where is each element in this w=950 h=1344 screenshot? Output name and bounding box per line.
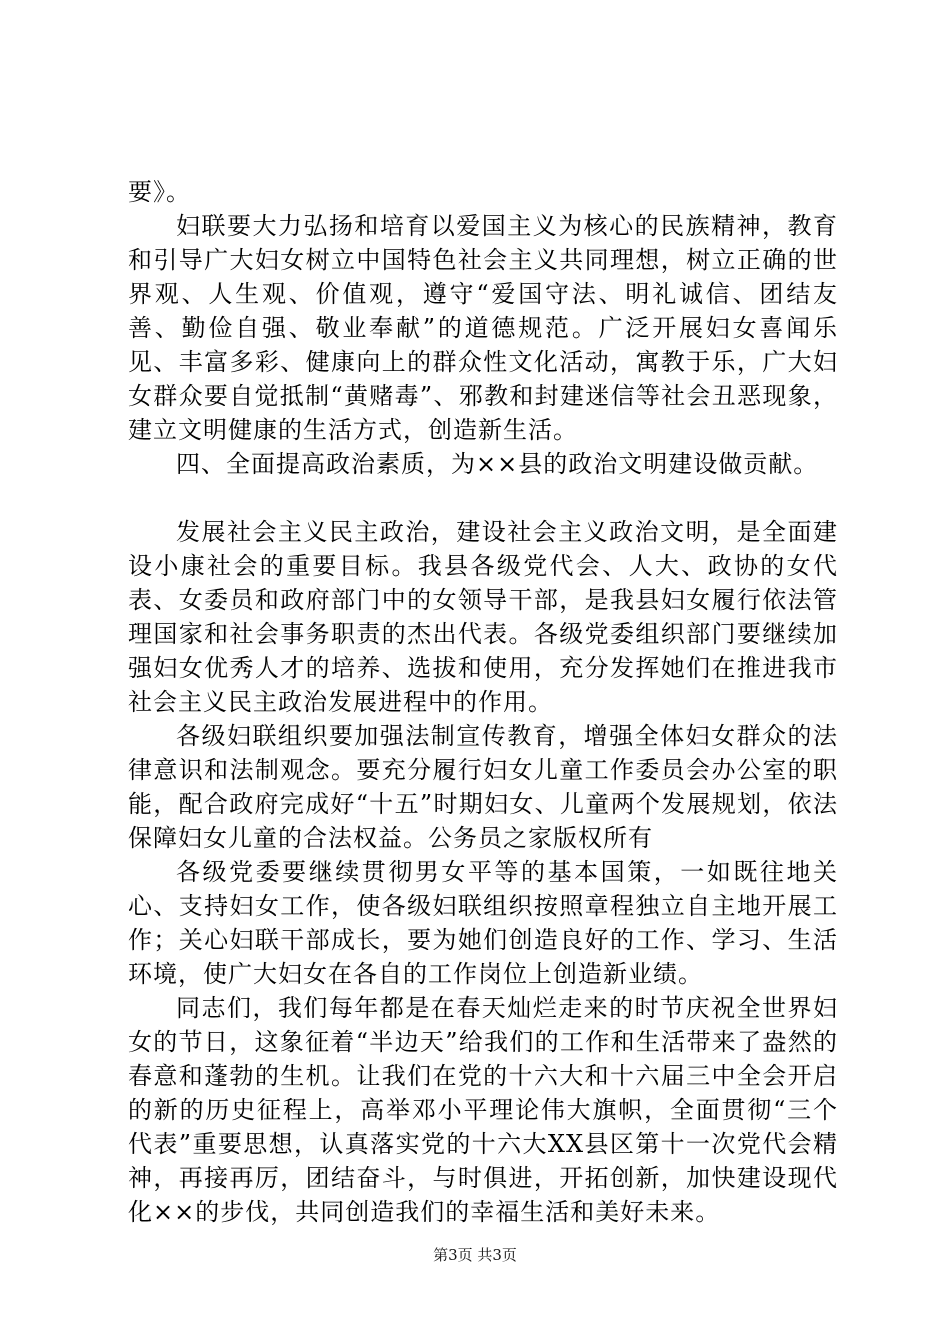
paragraph-party-committee-support: 各级党委要继续贯彻男女平等的基本国策，一如既往地关心、支持妇女工作，使各级妇联组织按照章程独立自主地开展工作；关心妇联干部成长，要为她们创造良好的工作、学习、生活环境，使广大妇女在各自的工作岗位上创造新业绩。 [128, 858, 838, 988]
paragraph-legal-education: 各级妇联组织要加强法制宣传教育，增强全体妇女群众的法律意识和法制观念。要充分履行妇女儿童工作委员会办公室的职能，配合政府完成好“十五”时期妇女、儿童两个发展规划，依法保障妇女儿童的合法权益。公务员之家版权所有 [128, 722, 838, 852]
paragraph-democratic-politics: 发展社会主义民主政治，建设社会主义政治文明，是全面建设小康社会的重要目标。我县各级党代会、人大、政协的女代表、女委员和政府部门中的女领导干部，是我县妇女履行依法管理国家和社会事务职责的杰出代表。各级党委组织部门要继续加强妇女优秀人才的培养、选拔和使用，充分发挥她们在推进我市社会主义民主政治发展进程中的作用。 [128, 518, 838, 716]
paragraph-closing-remarks: 同志们，我们每年都是在春天灿烂走来的时节庆祝全世界妇女的节日，这象征着“半边天”给我们的工作和生活带来了盎然的春意和蓬勃的生机。让我们在党的十六大和十六届三中全会开启的新的历史征程上，高举邓小平理论伟大旗帜，全面贯彻“三个代表”重要思想，认真落实党的十六大XX县区第十一次党代会精神，再接再厉，团结奋斗，与时俱进，开拓创新，加快建设现代化××的步伐，共同创造我们的幸福生活和美好未来。 [128, 994, 838, 1226]
page-number-footer: 第3页 共3页 [433, 1246, 517, 1264]
paragraph-continuation: 要》。 [128, 178, 191, 206]
paragraph-national-spirit: 妇联要大力弘扬和培育以爱国主义为核心的民族精神，教育和引导广大妇女树立中国特色社会主义共同理想，树立正确的世界观、人生观、价值观，遵守“爱国守法、明礼诚信、团结友善、勤俭自强、敬业奉献”的道德规范。广泛开展妇女喜闻乐见、丰富多彩、健康向上的群众性文化活动，寓教于乐，广大妇女群众要自觉抵制“黄赌毒”、邪教和封建迷信等社会丑恶现象，建立文明健康的生活方式，创造新生活。 [128, 212, 838, 444]
section-heading-political-quality: 四、全面提高政治素质，为××县的政治文明建设做贡献。 [176, 450, 819, 478]
document-body [128, 175, 838, 1229]
